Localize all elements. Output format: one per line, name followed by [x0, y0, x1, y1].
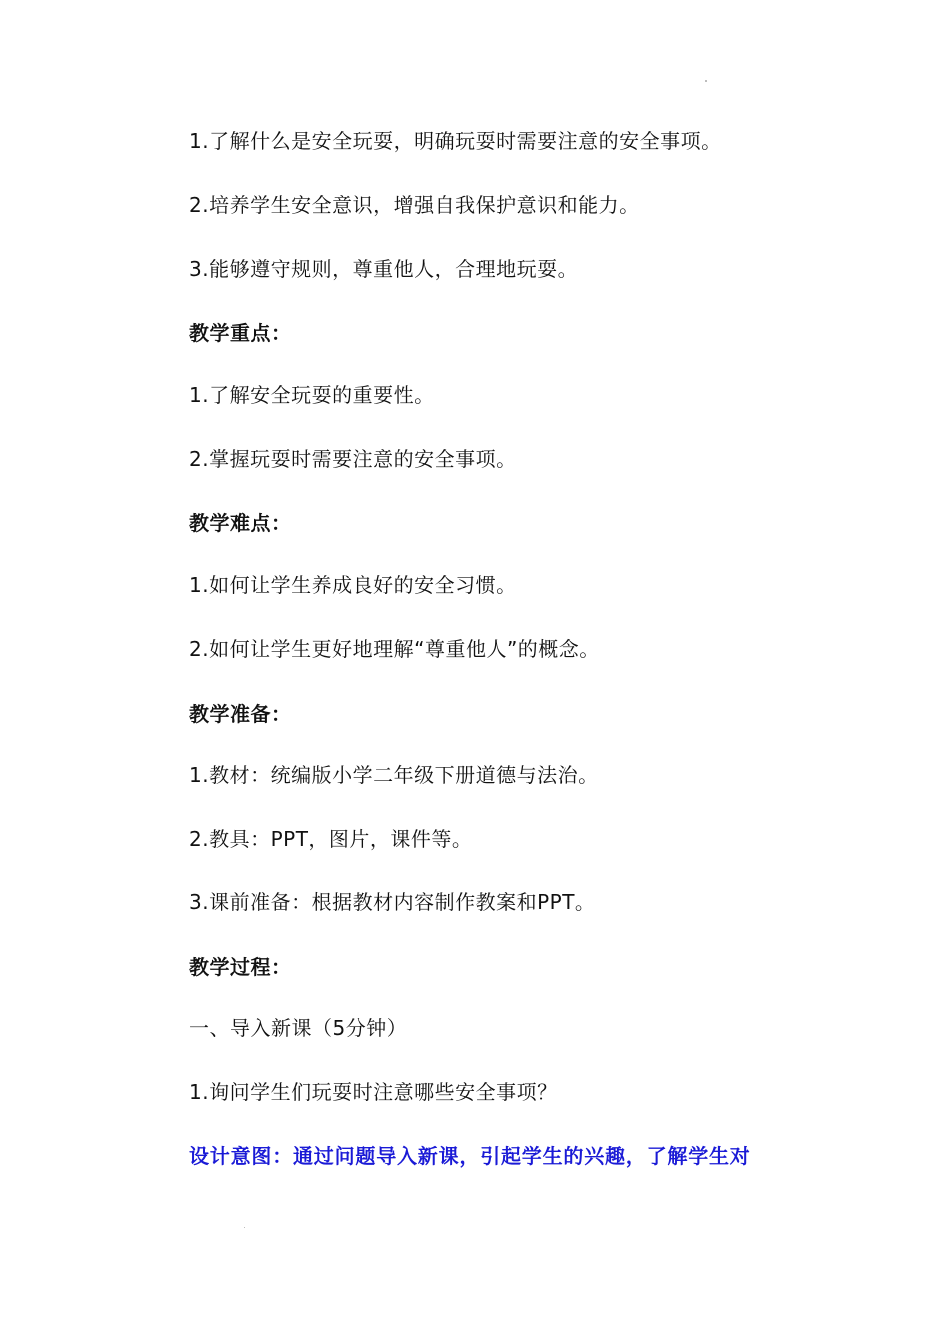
section-heading-key-points: 教学重点：	[189, 321, 292, 345]
scan-speck	[705, 80, 707, 82]
preparation-line-2: 2.教具：PPT，图片，课件等。	[189, 827, 473, 851]
design-intent-line: 设计意图：通过问题导入新课，引起学生的兴趣，了解学生对	[189, 1144, 751, 1168]
objective-line-1: 1.了解什么是安全玩耍，明确玩耍时需要注意的安全事项。	[189, 129, 722, 153]
key-point-line-2: 2.掌握玩耍时需要注意的安全事项。	[189, 447, 517, 471]
section-heading-process: 教学过程：	[189, 955, 292, 979]
preparation-line-3: 3.课前准备：根据教材内容制作教案和PPT。	[189, 890, 596, 914]
process-step-heading: 一、导入新课（5分钟）	[189, 1016, 408, 1040]
preparation-line-1: 1.教材：统编版小学二年级下册道德与法治。	[189, 763, 599, 787]
objective-line-3: 3.能够遵守规则，尊重他人，合理地玩耍。	[189, 257, 579, 281]
objective-line-2: 2.培养学生安全意识，增强自我保护意识和能力。	[189, 193, 640, 217]
difficulty-line-2: 2.如何让学生更好地理解“尊重他人”的概念。	[189, 637, 600, 661]
difficulty-line-1: 1.如何让学生养成良好的安全习惯。	[189, 573, 517, 597]
section-heading-preparation: 教学准备：	[189, 702, 292, 726]
process-item-1: 1.询问学生们玩耍时注意哪些安全事项？	[189, 1080, 558, 1104]
key-point-line-1: 1.了解安全玩耍的重要性。	[189, 383, 435, 407]
section-heading-difficulties: 教学难点：	[189, 511, 292, 535]
scan-speck	[244, 1227, 245, 1228]
